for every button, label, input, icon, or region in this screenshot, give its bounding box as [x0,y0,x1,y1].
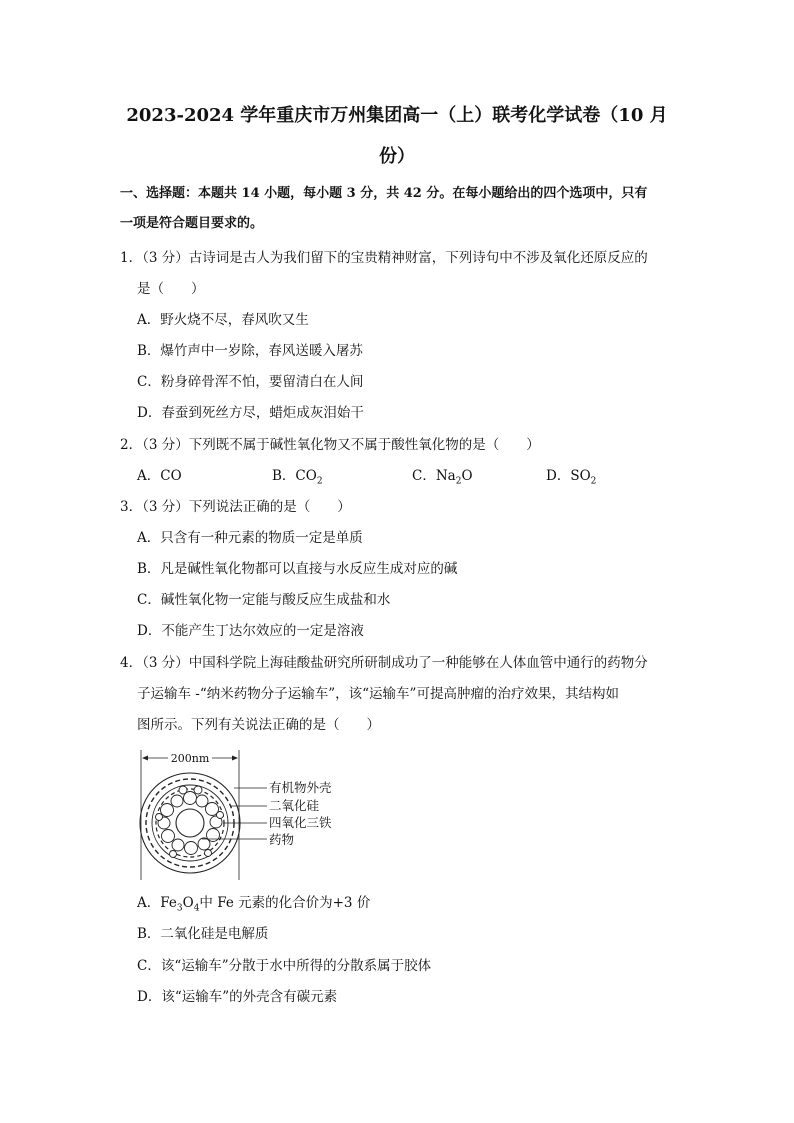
question-4-stem-line1: 4．（3 分）中国科学院上海硅酸盐研究所研制成功了一种能够在人体血管中通行的药物分 [120,655,648,671]
question-4-option-b: B．二氧化硅是电解质 [137,926,269,942]
label-iron-oxide: 四氧化三铁 [269,815,332,830]
question-2-stem: 2．（3 分）下列既不属于碱性氧化物又不属于酸性氧化物的是（ ） [120,437,540,453]
question-2-option-b: B．$CO_2$ [272,468,323,487]
question-1-option-a: A．野火烧不尽，春风吹又生 [137,312,309,328]
dimension-arrow-left [142,756,148,761]
label-organic-shell: 有机物外壳 [269,780,332,795]
question-3-option-b: B．凡是碱性氧化物都可以直接与水反应生成对应的碱 [137,561,458,577]
question-2-option-a: A．CO [137,468,182,484]
question-1-option-c: C．粉身碎骨浑不怕，要留清白在人间 [137,374,364,390]
nanoparticle-structure-diagram [130,746,360,886]
question-1-stem-line1: 1．（3 分）古诗词是古人为我们留下的宝贵精神财富，下列诗句中不涉及氧化还原反应的 [120,250,648,266]
exam-title-line2: 份） [379,146,415,167]
question-2-option-d: D．$SO_2$ [546,468,597,487]
question-1-stem-line2: 是（ ） [137,281,205,297]
section-header-line2: 一项是符合题目要求的。 [120,216,264,231]
label-silica: 二氧化硅 [269,798,320,813]
question-4-option-a: A．$Fe_3O_4$中 Fe 元素的化合价为+3 价 [137,895,371,914]
drug-core [176,809,204,837]
label-drug: 药物 [269,832,295,847]
question-3-option-a: A．只含有一种元素的物质一定是单质 [137,530,363,546]
dimension-label: 200nm [170,752,210,765]
question-3-option-d: D．不能产生丁达尔效应的一定是溶液 [137,623,364,639]
dimension-arrow-right [232,756,238,761]
question-2-option-c: C．$Na_2O$ [412,468,473,487]
question-4-option-c: C．该“运输车”分散于水中所得的分散系属于胶体 [137,958,432,974]
question-3-stem: 3．（3 分）下列说法正确的是（ ） [120,499,351,515]
question-1-option-d: D．春蚕到死丝方尽，蜡炬成灰泪始干 [137,405,364,421]
question-4-stem-line2: 子运输车 -“纳米药物分子运输车”，该“运输车”可提高肿瘤的治疗效果，其结构如 [137,686,619,702]
exam-title-line1: 2023-2024 学年重庆市万州集团高一（上）联考化学试卷（10 月 [126,105,668,126]
question-4-stem-line3: 图所示。下列有关说法正确的是（ ） [137,717,380,733]
section-header-line1: 一、选择题：本题共 14 小题，每小题 3 分，共 42 分。在每小题给出的四个选项中，只有 [120,186,648,201]
question-1-option-b: B．爆竹声中一岁除，春风送暖入屠苏 [137,343,363,359]
question-4-option-d: D．该“运输车”的外壳含有碳元素 [137,989,338,1005]
question-3-option-c: C．碱性氧化物一定能与酸反应生成盐和水 [137,592,391,608]
